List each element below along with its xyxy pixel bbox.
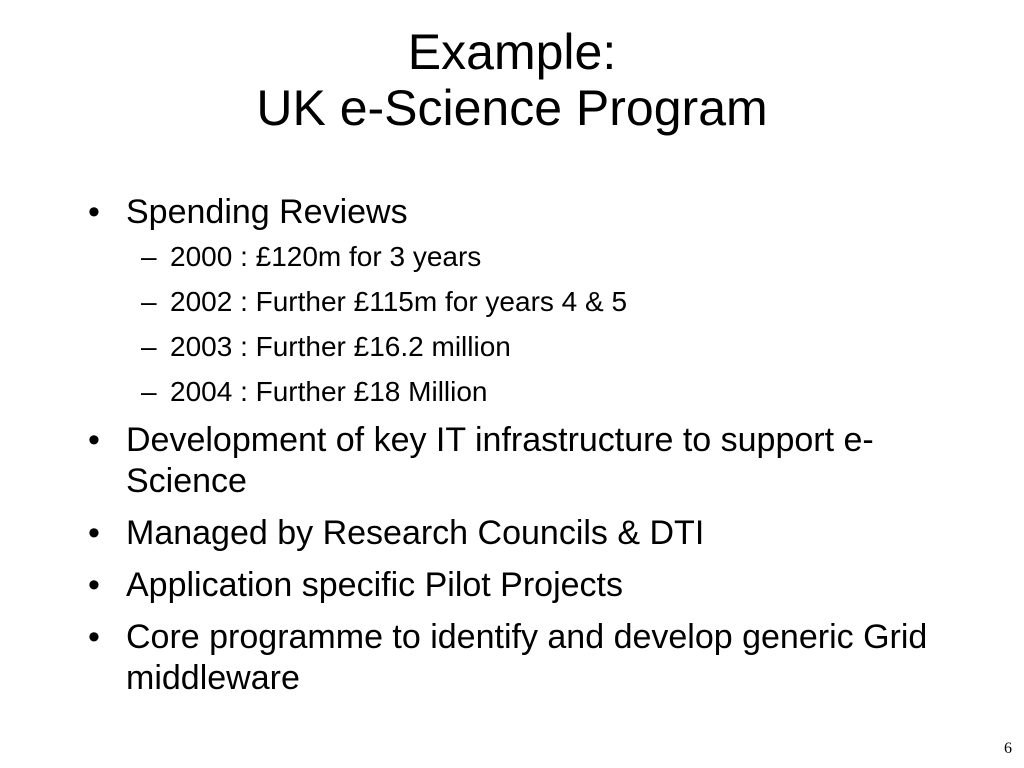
bullet-item	[88, 617, 968, 699]
sub-bullet-item: – 2004 : Further £18 Million	[126, 375, 968, 409]
bullet-item	[88, 513, 968, 554]
sub-bullet-item: – 2002 : Further £115m for years 4 & 5	[126, 285, 968, 319]
bullet-text: Spending Reviews	[126, 193, 408, 231]
slide-title	[0, 24, 1024, 136]
bullet-text: Application specific Pilot Projects	[126, 566, 624, 604]
bullet-text: Core programme to identify and develop generic Grid middleware	[126, 618, 928, 697]
bullet-item	[88, 420, 968, 502]
sub-bullet-list	[126, 240, 968, 409]
slide-title-line-1: Example:	[407, 24, 617, 80]
bullet-item	[88, 565, 968, 606]
page-number: 6	[1004, 740, 1012, 757]
bullet-list	[88, 192, 968, 710]
bullet-text: Development of key IT infrastructure to support e-Science	[126, 421, 874, 500]
bullet-item	[88, 192, 968, 409]
sub-bullet-item: – 2003 : Further £16.2 million	[126, 330, 968, 364]
bullet-text: Managed by Research Councils & DTI	[126, 514, 705, 552]
sub-bullet-item: – 2000 : £120m for 3 years	[126, 240, 968, 274]
slide-title-line-2: UK e-Science Program	[256, 80, 768, 136]
